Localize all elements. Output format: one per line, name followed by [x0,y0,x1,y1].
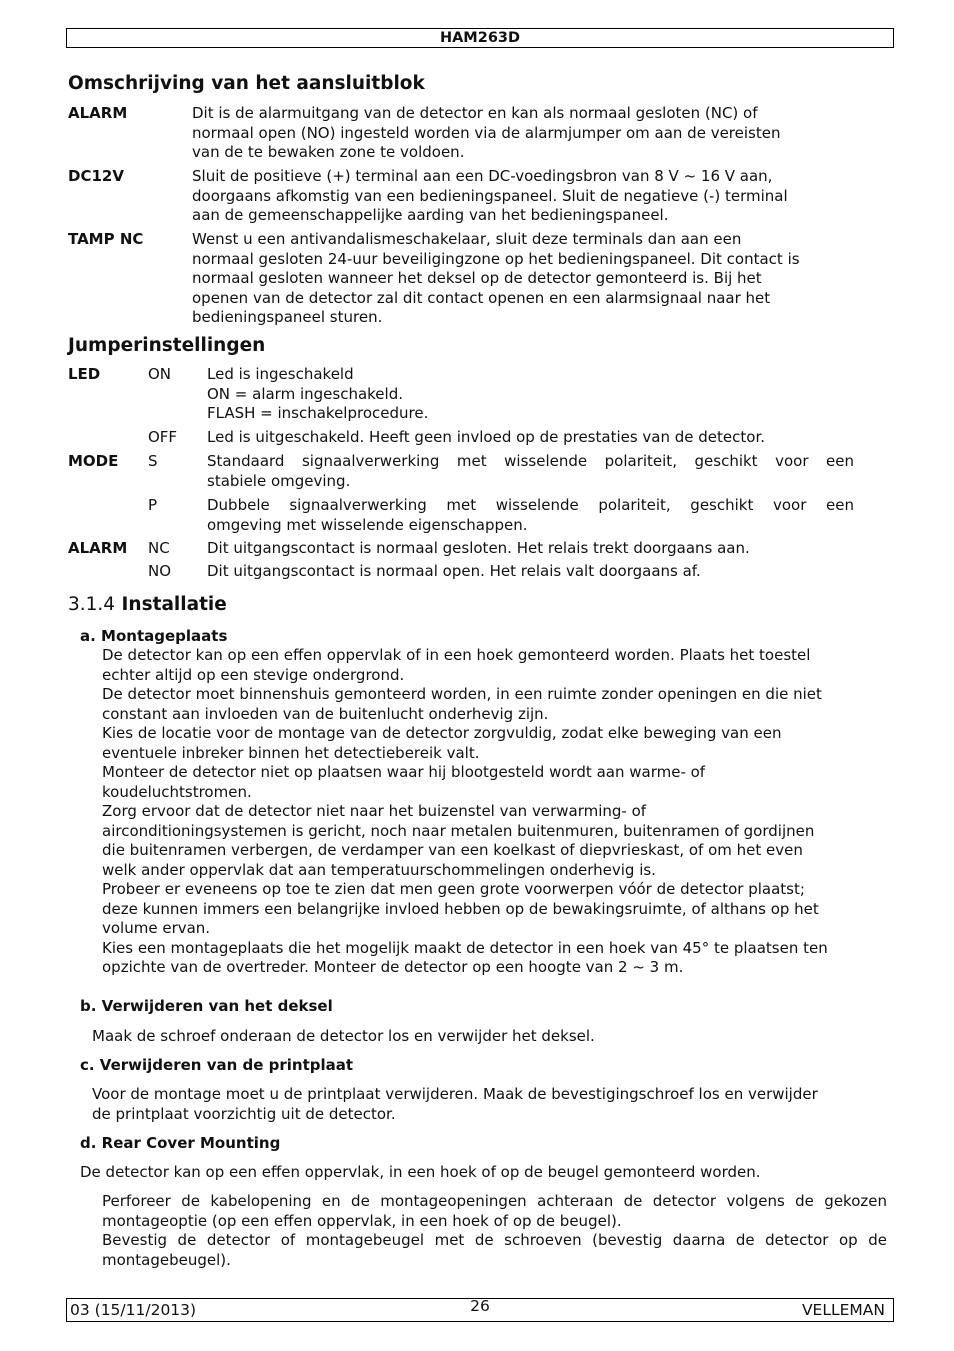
subsection-heading-c: c. Verwijderen van de printplaat [80,1056,354,1074]
section-title-text: Installatie [121,594,227,615]
term: TAMP NC [68,230,144,248]
document-version: 03 (15/11/2013) [70,1301,197,1319]
page-footer [66,1298,894,1322]
jumper-name: LED [68,365,101,383]
jumper-setting: NO [148,562,172,580]
section-title-jumpers: Jumperinstellingen [68,335,266,356]
jumper-description: Led is ingeschakeld ON = alarm ingeschakeld. FLASH = inschakelprocedure. [207,365,429,422]
subsection-body-d: Perforeer de kabelopening en de montageopeningen achteraan de detector volgens de gekozen montageoptie (op een effen oppervlak, in een hoek of op de beugel). Bevestig de detector of montagebeugel met de schroeven (bevestig daarna de detector op de montagebeugel). [102,1192,887,1269]
jumper-setting: P [148,496,158,514]
jumper-description: Dit uitgangscontact is normaal open. Het relais valt doorgaans af. [207,562,701,580]
section-title-terminal-block: Omschrijving van het aansluitblok [68,73,425,94]
page-header [66,28,894,48]
jumper-description: Standaard signaalverwerking met wisselende polariteit, geschikt voor een stabiele omgeving. [207,452,854,490]
jumper-description: Led is uitgeschakeld. Heeft geen invloed op de prestaties van de detector. [207,428,766,446]
page-number: 26 [470,1297,490,1315]
jumper-name: ALARM [68,539,128,557]
jumper-description: Dit uitgangscontact is normaal gesloten. Het relais trekt doorgaans aan. [207,539,750,557]
jumper-name: MODE [68,452,119,470]
jumper-setting: OFF [148,428,178,446]
jumper-setting: NC [148,539,170,557]
model-name: HAM263D [439,30,521,46]
term: ALARM [68,104,128,122]
brand-name: VELLEMAN [801,1301,885,1319]
jumper-description: Dubbele signaalverwerking met wisselende polariteit, geschikt voor een omgeving met wisselende eigenschappen. [207,496,854,534]
jumper-setting: S [148,452,158,470]
subsection-body-b: Maak de schroef onderaan de detector los en verwijder het deksel. [92,1027,595,1045]
definition: Sluit de positieve (+) terminal aan een DC-voedingsbron van 8 V ~ 16 V aan, doorgaans afkomstig van een bedieningspaneel. Sluit de negatieve (-) terminal aan de gemeenschappelijke aarding van het bedieningspaneel. [192,167,788,224]
term: DC12V [68,167,124,185]
subsection-heading-d: d. Rear Cover Mounting [80,1134,281,1152]
jumper-setting: ON [148,365,172,383]
subsection-body-a: De detector kan op een effen oppervlak of in een hoek gemonteerd worden. Plaats het toestel echter altijd op een stevige ondergrond. De detector moet binnenshuis gemonteerd worden, in een ruimte zonder openingen en die niet constant aan invloeden van de buitenlucht onderhevig zijn. Kies de locatie voor de montage van de detector zorgvuldig, zodat elke beweging van een eventuele inbreker binnen het detectiebereik valt. Monteer de detector niet op plaatsen waar hij blootgesteld wordt aan warme- of koudeluchtstromen. Zorg ervoor dat de detector niet naar het buizenstel van verwarming- of airconditioningsystemen is gericht, noch naar metalen buitenmuren, buitenramen of gordijnen die buitenramen verbergen, de verdamper van een koelkast of diepvrieskast, of om het even welk ander oppervlak dat aan temperatuurschommelingen onderhevig is. Probeer er eveneens op toe te zien dat men geen grote voorwerpen vóór de detector plaatst; deze kunnen immers een belangrijke invloed hebben op de bewakingsruimte, of althans op het volume ervan. Kies een montageplaats die het mogelijk maakt de detector in een hoek van 45° te plaatsen ten opzichte van de overtreder. Monteer de detector op een hoogte van 2 ~ 3 m. [102,646,828,976]
definition: Wenst u een antivandalismeschakelaar, sluit deze terminals dan aan een normaal gesloten 24-uur beveiligingzone op het bedieningspaneel. Dit contact is normaal gesloten wanneer het deksel op de detector gemonteerd is. Bij het openen van de detector zal dit contact openen en een alarmsignaal naar het bedieningspaneel sturen. [192,230,800,326]
subsection-intro-d: De detector kan op een effen oppervlak, in een hoek of op de beugel gemonteerd worden. [80,1163,761,1181]
definition: Dit is de alarmuitgang van de detector en kan als normaal gesloten (NC) of normaal open (NO) ingesteld worden via de alarmjumper om aan de vereisten van de te bewaken zone te voldoen. [192,104,781,161]
subsection-heading-a: a. Montageplaats [80,627,228,645]
subsection-heading-b: b. Verwijderen van het deksel [80,997,333,1015]
section-title-installation [68,594,227,616]
subsection-body-c: Voor de montage moet u de printplaat verwijderen. Maak de bevestigingschroef los en verwijder de printplaat voorzichtig uit de detector. [92,1085,818,1123]
section-number: 3.1.4 [68,594,116,615]
